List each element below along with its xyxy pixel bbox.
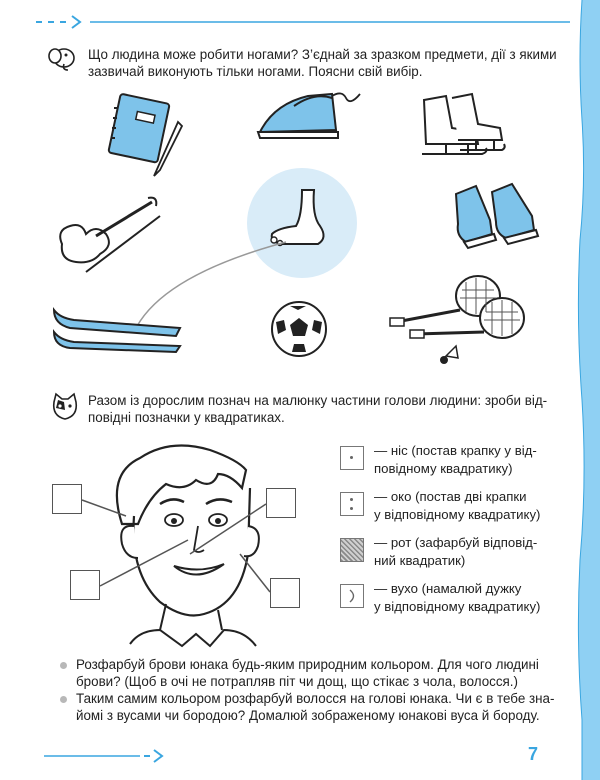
legend-ear-line1: — вухо (намалюй дужку <box>374 581 522 596</box>
legend-ear-line2: у відповідному квадратику) <box>374 599 541 614</box>
bullet-task-2 <box>76 690 556 724</box>
task2-line1: Разом із дорослим познач на малюнку частини голови людини: зроби від- <box>88 393 548 408</box>
bullet-1-line2: брови? (Щоб в очі не потрапляв піт чи дощ, що стікає з чола, волосся.) <box>76 674 518 689</box>
bullet-1-marker <box>60 662 67 669</box>
legend-mouth <box>374 534 537 570</box>
bullet-2-line2: йомі з вусами чи бородою? Домалюй зображеному юнакові вуса й бороду. <box>76 708 540 723</box>
legend-nose <box>374 442 537 478</box>
bullet-2-line1: Таким самим кольором розфарбуй волосся на голові юнака. Чи є в тебе зна- <box>76 691 555 706</box>
task1-line2: зазвичай виконують тільки ногами. Поясни свій вибір. <box>88 64 423 79</box>
task2-line2: повідні позначки у квадратиках. <box>88 410 285 425</box>
legend-nose-square <box>340 446 364 470</box>
legend-mouth-square <box>340 538 364 562</box>
legend-mouth-line2: ний квадратик) <box>374 553 466 568</box>
bullet-1-line1: Розфарбуй брови юнака будь-яким природним кольором. Для чого людині <box>76 657 539 672</box>
legend-nose-line2: повідному квадратику) <box>374 461 513 476</box>
legend-eye <box>374 488 540 524</box>
legend-eye-line2: у відповідному квадратику) <box>374 507 541 522</box>
legend-ear <box>374 580 540 616</box>
legend-mouth-line1: — рот (зафарбуй відповід- <box>374 535 538 550</box>
legend-ear-square <box>340 584 364 608</box>
page-number: 7 <box>528 744 539 764</box>
legend-eye-square <box>340 492 364 516</box>
bullet-task-1 <box>76 656 556 690</box>
bullet-2-marker <box>60 696 67 703</box>
task1-line1: Що людина може робити ногами? З’єднай за зразком предмети, дії з якими <box>88 47 557 62</box>
legend-eye-line1: — око (постав дві крапки <box>374 489 527 504</box>
legend-nose-line1: — ніс (постав крапку у від- <box>374 443 537 458</box>
bottom-arrow-decoration <box>40 746 170 766</box>
